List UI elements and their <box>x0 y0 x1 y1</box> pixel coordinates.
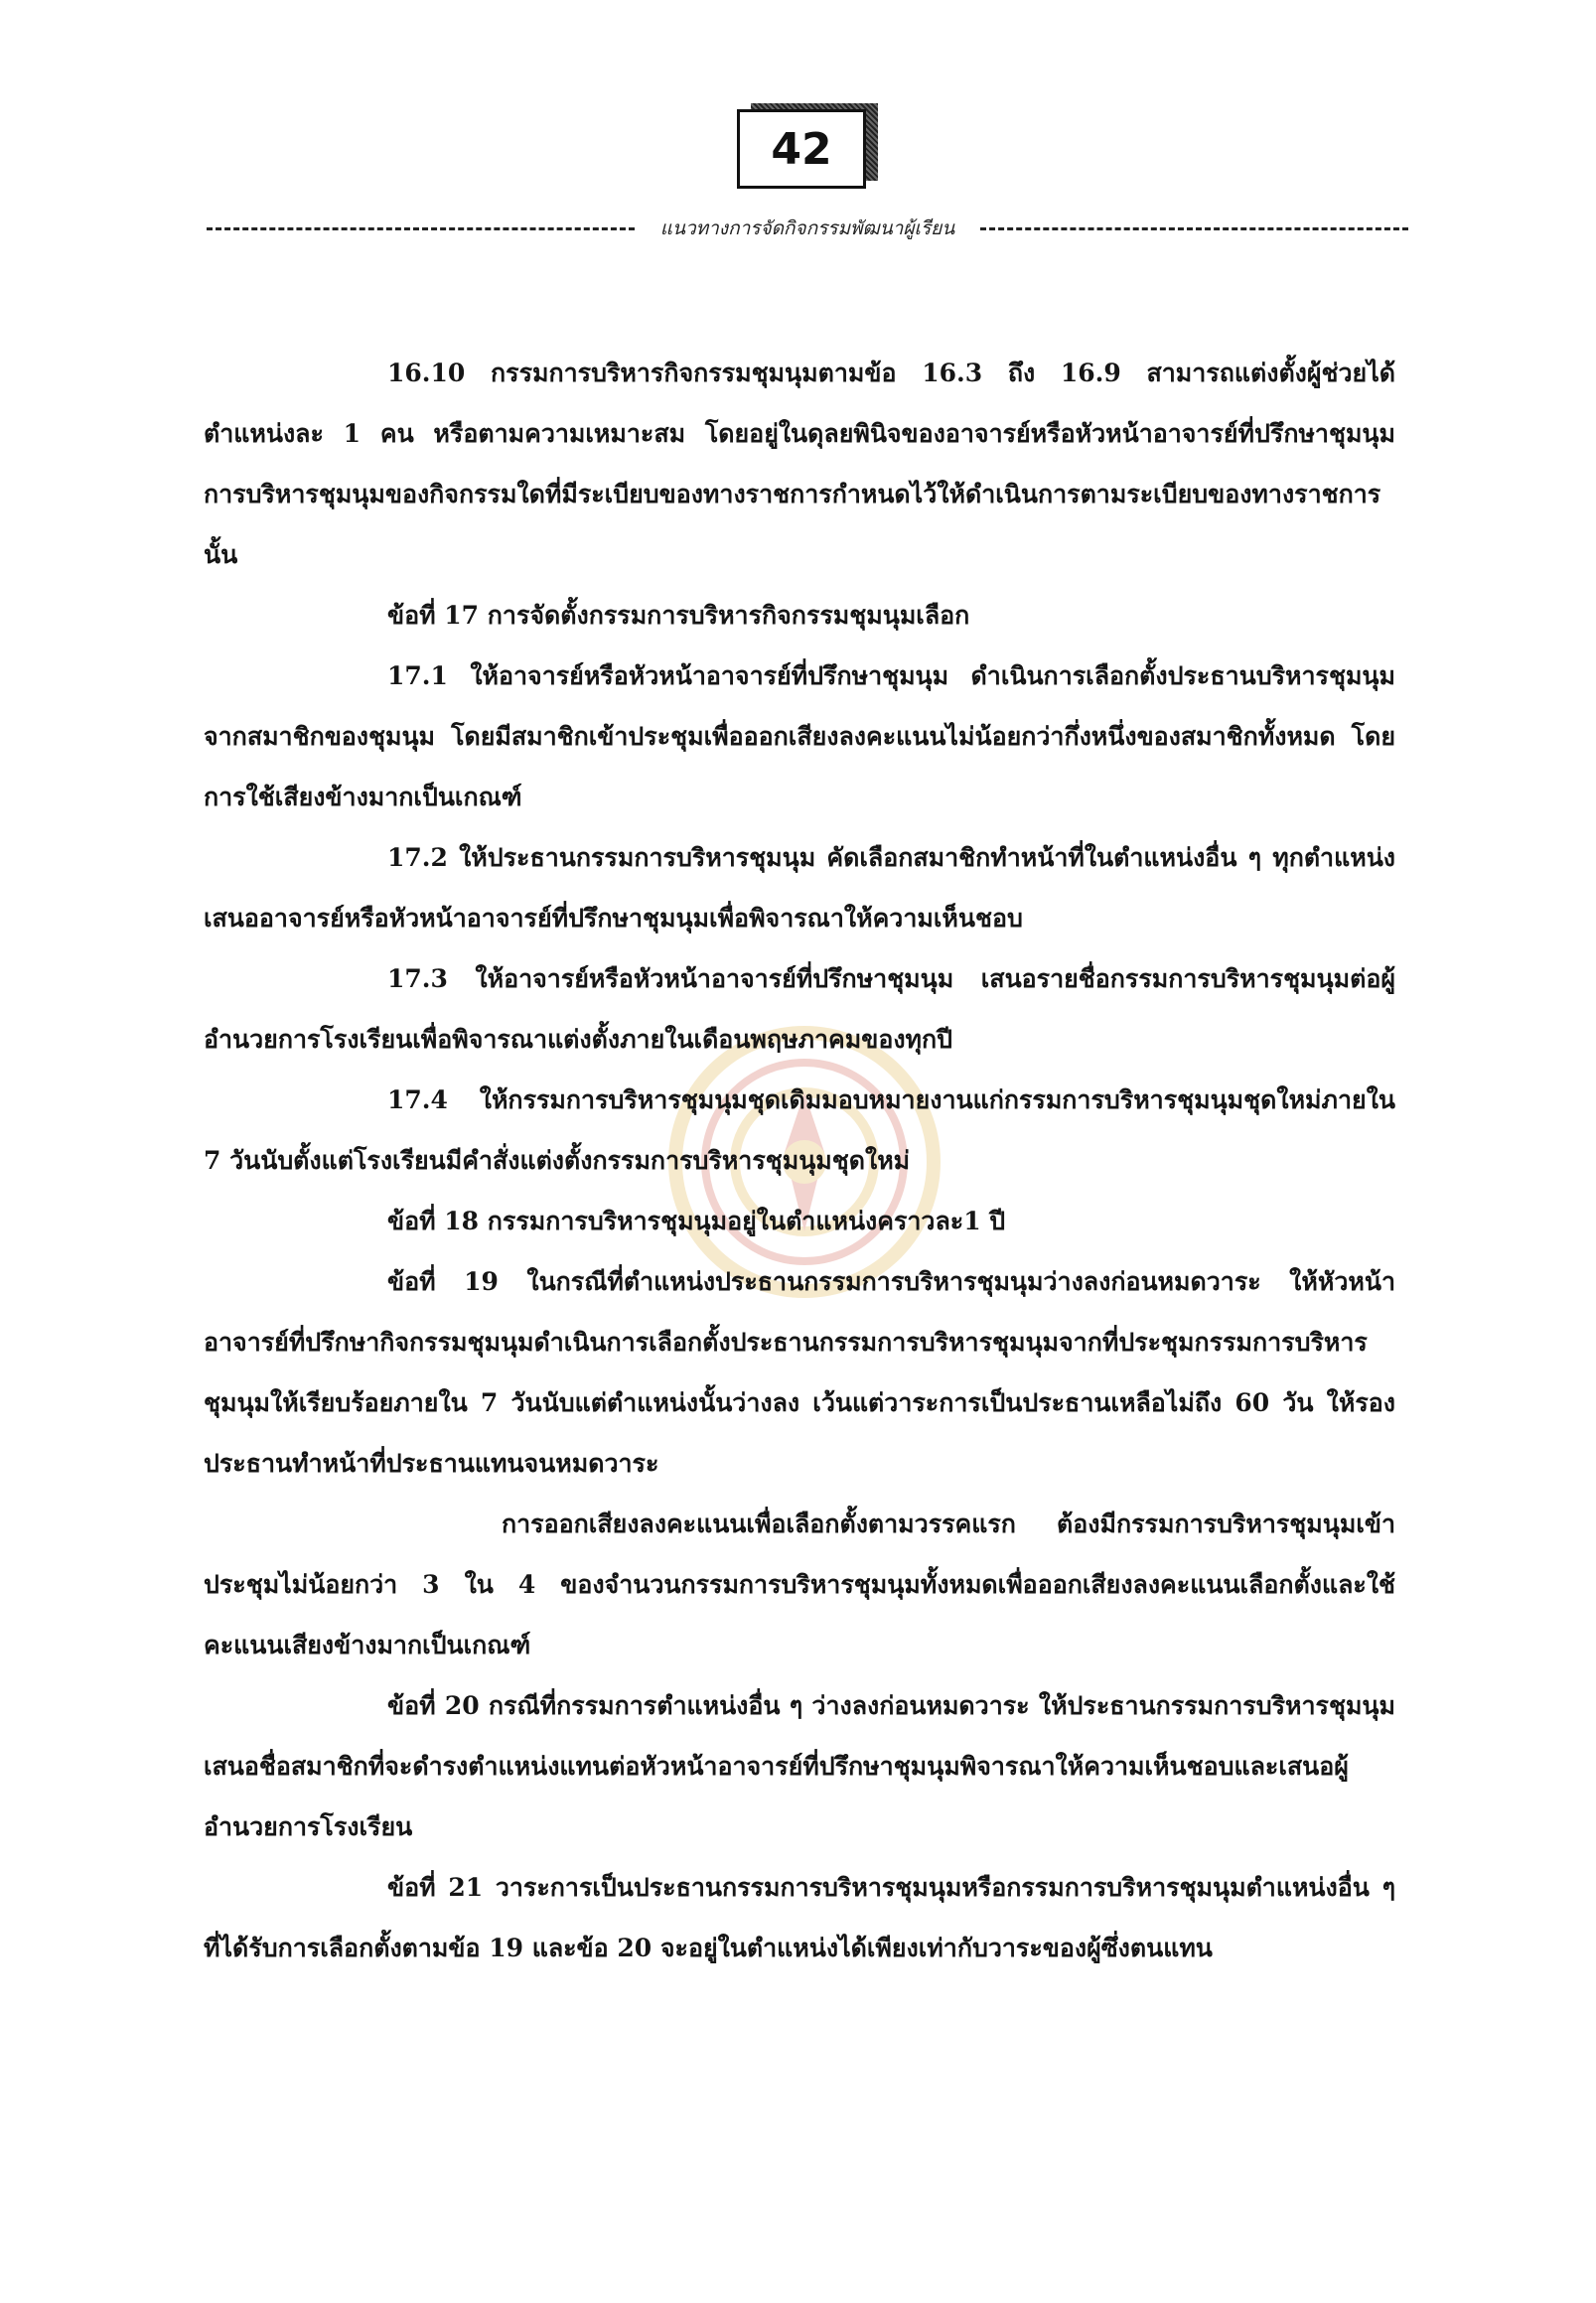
running-header <box>207 216 1408 240</box>
paragraph-16-10: 16.10 กรรมการบริหารกิจกรรมชุมนุมตามข้อ 16.3 ถึง 16.9 สามารถแต่งตั้งผู้ช่วยได้ตำแหน่งละ 1 คน หรือตามความเหมาะสม โดยอยู่ในดุลยพินิจของอาจารย์หรือหัวหน้าอาจารย์ที่ปรึกษาชุมนุม การบริหารชุมนุมของกิจกรรมใดที่มีระเบียบของทางราชการกำหนดไว้ให้ดำเนินการตามระเบียบของทางราชการนั้น <box>204 359 1395 569</box>
paragraph-17-1: 17.1 ให้อาจารย์หรือหัวหน้าอาจารย์ที่ปรึกษาชุมนุม ดำเนินการเลือกตั้งประธานบริหารชุมนุมจากสมาชิกของชุมนุม โดยมีสมาชิกเข้าประชุมเพื่อออกเสียงลงคะแนนไม่น้อยกว่ากึ่งหนึ่งของสมาชิกทั้งหมด โดยการใช้เสียงข้างมากเป็นเกณฑ์ <box>204 661 1395 811</box>
paragraph-voting: การออกเสียงลงคะแนนเพื่อเลือกตั้งตามวรรคแรก ต้องมีกรรมการบริหารชุมนุมเข้าประชุมไม่น้อยกว่า 3 ใน 4 ของจำนวนกรรมการบริหารชุมนุมทั้งหมดเพื่อออกเสียงลงคะแนนเลือกตั้งและใช้คะแนนเสียงข้างมากเป็นเกณฑ์ <box>204 1510 1395 1659</box>
paragraph-article-18: ข้อที่ 18 กรรมการบริหารชุมนุมอยู่ในตำแหน่งคราวละ1 ปี <box>387 1207 1006 1235</box>
heading-article-17: ข้อที่ 17 การจัดตั้งกรรมการบริหารกิจกรรมชุมนุมเลือก <box>387 601 970 630</box>
document-body <box>204 343 1395 1978</box>
header-rule-left <box>207 227 635 230</box>
header-rule-right <box>980 227 1408 230</box>
paragraph-17-4: 17.4 ให้กรรมการบริหารชุมนุมชุดเดิมมอบหมายงานแก่กรรมการบริหารชุมนุมชุดใหม่ภายใน 7 วันนับตั้งแต่โรงเรียนมีคำสั่งแต่งตั้งกรรมการบริหารชุมนุมชุดใหม่ <box>204 1085 1395 1175</box>
paragraph-article-19: ข้อที่ 19 ในกรณีที่ตำแหน่งประธานกรรมการบริหารชุมนุมว่างลงก่อนหมดวาระ ให้หัวหน้าอาจารย์ที่ปรึกษากิจกรรมชุมนุมดำเนินการเลือกตั้งประธานกรรมการบริหารชุมนุมจากที่ประชุมกรรมการบริหารชุมนุมให้เรียบร้อยภายใน 7 วันนับแต่ตำแหน่งนั้นว่างลง เว้นแต่วาระการเป็นประธานเหลือไม่ถึง 60 วัน ให้รองประธานทำหน้าที่ประธานแทนจนหมดวาระ <box>204 1267 1395 1478</box>
page-number: 42 <box>737 109 866 189</box>
header-title: แนวทางการจัดกิจกรรมพัฒนาผู้เรียน <box>659 217 955 239</box>
paragraph-article-20: ข้อที่ 20 กรณีที่กรรมการตำแหน่งอื่น ๆ ว่างลงก่อนหมดวาระ ให้ประธานกรรมการบริหารชุมนุมเสนอชื่อสมาชิกที่จะดำรงตำแหน่งแทนต่อหัวหน้าอาจารย์ที่ปรึกษาชุมนุมพิจารณาให้ความเห็นชอบและเสนอผู้อำนวยการโรงเรียน <box>204 1691 1395 1841</box>
page-number-badge <box>737 109 864 187</box>
paragraph-17-3: 17.3 ให้อาจารย์หรือหัวหน้าอาจารย์ที่ปรึกษาชุมนุม เสนอรายชื่อกรรมการบริหารชุมนุมต่อผู้อำนวยการโรงเรียนเพื่อพิจารณาแต่งตั้งภายในเดือนพฤษภาคมของทุกปี <box>204 964 1395 1054</box>
paragraph-17-2: 17.2 ให้ประธานกรรมการบริหารชุมนุม คัดเลือกสมาชิกทำหน้าที่ในตำแหน่งอื่น ๆ ทุกตำแหน่งเสนออาจารย์หรือหัวหน้าอาจารย์ที่ปรึกษาชุมนุมเพื่อพิจารณาให้ความเห็นชอบ <box>204 843 1395 933</box>
paragraph-article-21: ข้อที่ 21 วาระการเป็นประธานกรรมการบริหารชุมนุมหรือกรรมการบริหารชุมนุมตำแหน่งอื่น ๆ ที่ได้รับการเลือกตั้งตามข้อ 19 และข้อ 20 จะอยู่ในตำแหน่งได้เพียงเท่ากับวาระของผู้ซึ่งตนแทน <box>204 1873 1395 1962</box>
